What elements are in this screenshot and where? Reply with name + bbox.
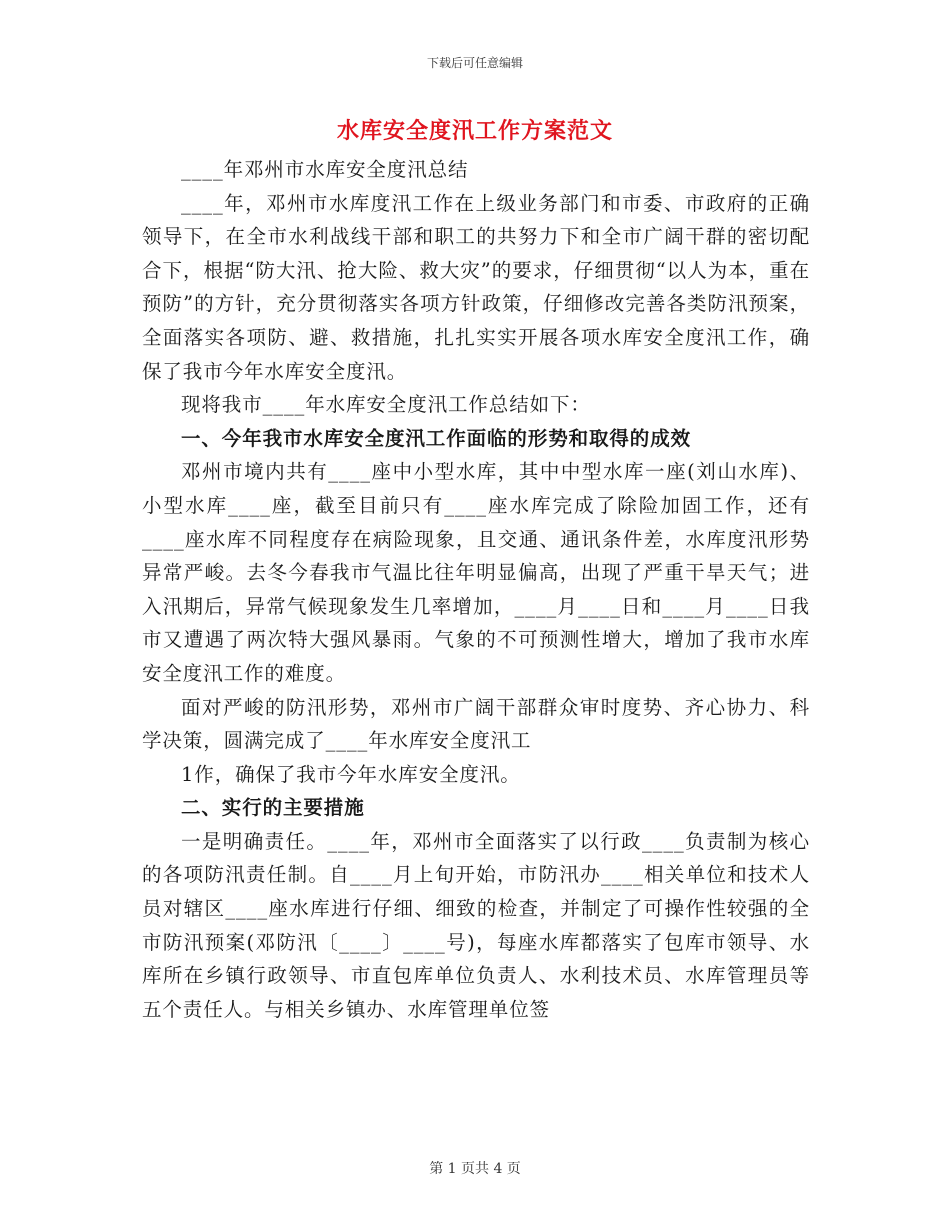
document-title: 水库安全度汛工作方案范文: [336, 118, 613, 144]
response-paragraph: 面对严峻的防汛形势，邓州市广阔干部群众审时度势、齐心协力、科学决策，圆满完成了____年水库安全度汛工: [142, 695, 810, 753]
page-footer: 第 1 页共 4 页: [429, 1161, 521, 1177]
situation-paragraph: 邓州市境内共有____座中小型水库，其中中型水库一座(刘山水库)、小型水库____座，截至目前只有____座水库完成了除险加固工作，还有____座水库不同程度存在病险现象，且交通、通讯条件差，水库度汛形势异常严峻。去冬今春我市气温比往年明显偏高，出现了严重干旱天气；进入汛期后，异常气候现象发生几率增加，____月____日和____月____日我市又遭遇了两次特大强风暴雨。气象的不可预测性增大，增加了我市水库安全度汛工作的难度。: [142, 460, 810, 685]
intro-paragraph: ____年，邓州市水库度汛工作在上级业务部门和市委、市政府的正确领导下，在全市水利战线干部和职工的共努力下和全市广阔干群的密切配合下，根据“防大汛、抢大险、救大灾”的要求，仔细贯彻“以人为本，重在预防”的方针，充分贯彻落实各项方针政策，仔细修改完善各类防汛预案，全面落实各项防、避、救措施，扎扎实实开展各项水库安全度汛工作，确保了我市今年水库安全度汛。: [142, 191, 810, 383]
header-note: 下载后可任意编辑: [426, 56, 523, 70]
section-heading-2: 二、实行的主要措施: [181, 796, 365, 820]
document-body: [142, 153, 810, 1026]
measures-paragraph: 一是明确责任。____年，邓州市全面落实了以行政____负责制为核心的各项防汛责任制。自____月上旬开始，市防汛办____相关单位和技术人员对辖区____座水库进行仔细、细致的检查，并制定了可操作性较强的全市防汛预案(邓防汛〔____〕____号)，每座水库都落实了包库市领导、水库所在乡镇行政领导、市直包库单位负责人、水利技术员、水库管理员等五个责任人。与相关乡镇办、水库管理单位签: [142, 829, 810, 1021]
subtitle-paragraph: ____年邓州市水库安全度汛总结: [181, 158, 469, 181]
section-heading-1: 一、今年我市水库安全度汛工作面临的形势和取得的成效: [181, 426, 692, 450]
summary-lead-paragraph: 现将我市____年水库安全度汛工作总结如下：: [181, 393, 591, 417]
response-continuation-paragraph: 1作，确保了我市今年水库安全度汛。: [181, 762, 521, 786]
